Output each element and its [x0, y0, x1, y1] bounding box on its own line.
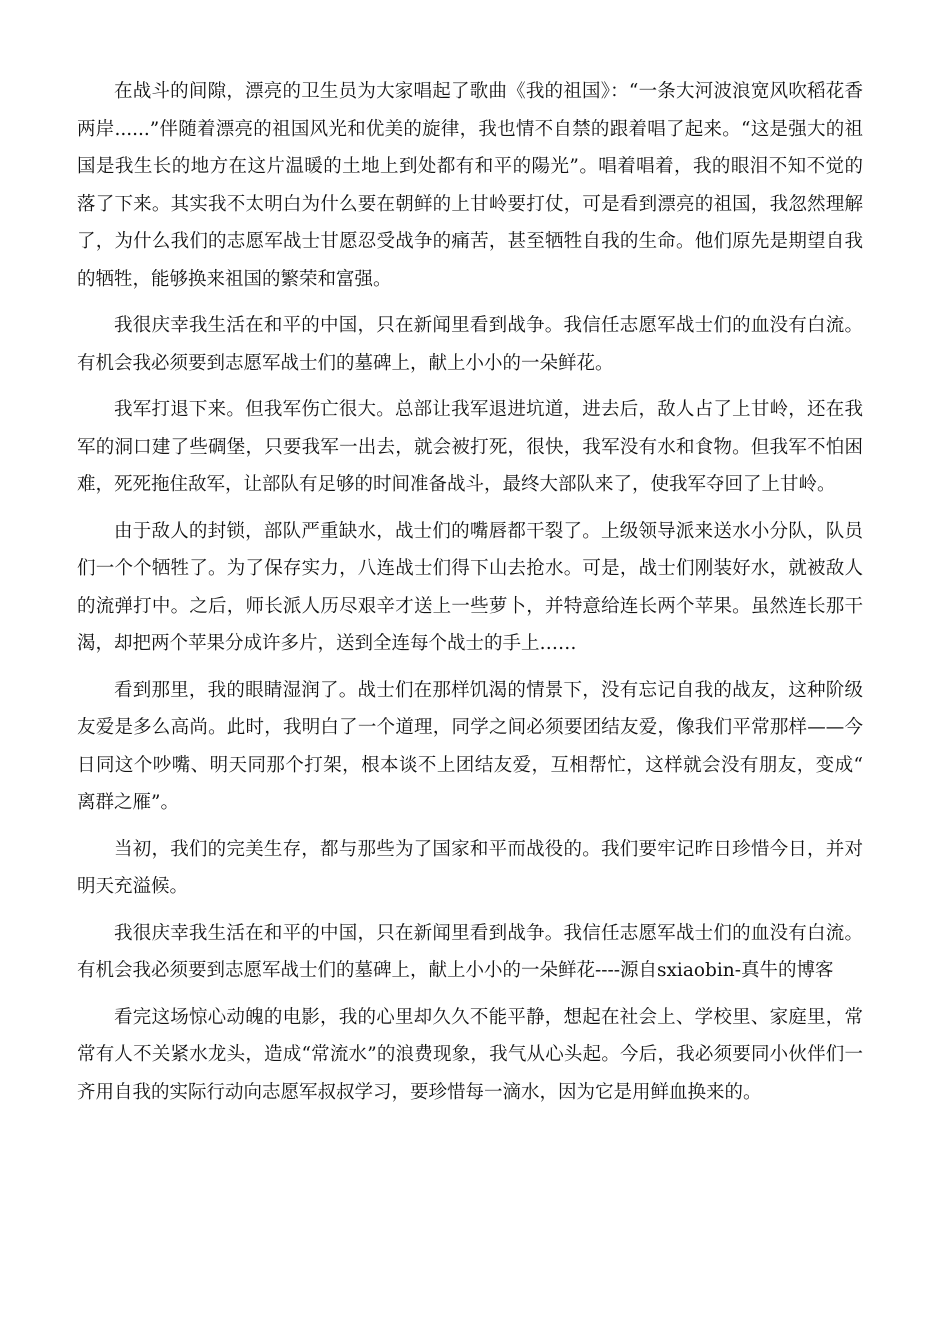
paragraph-5: 看到那里，我的眼睛湿润了。战士们在那样饥渴的情景下，没有忘记自我的战友，这种阶级友爱是多么高尚。此时，我明白了一个道理，同学之间必须要团结友爱，像我们平常那样——今日同这个吵嘴、明天同那个打架，根本谈不上团结友爱，互相帮忙，这样就会没有朋友，变成“离群之雁”。: [77, 679, 863, 813]
paragraph-1: 在战斗的间隙，漂亮的卫生员为大家唱起了歌曲《我的祖国》：“一条大河波浪宽风吹稻花香两岸......”伴随着漂亮的祖国风光和优美的旋律，我也情不自禁的跟着唱了起来。“这是强大的祖国是我生长的地方在这片温暖的土地上到处都有和平的陽光”。唱着唱着，我的眼泪不知不觉的落了下来。其实我不太明白为什么要在朝鲜的上甘岭要打仗，可是看到漂亮的祖国，我忽然理解了，为什么我们的志愿军战士甘愿忍受战争的痛苦，甚至牺牲自我的生命。他们原先是期望自我的牺牲，能够换来祖国的繁荣和富强。: [77, 81, 863, 290]
paragraph-2: 我很庆幸我生活在和平的中国，只在新闻里看到战争。我信任志愿军战士们的血没有白流。有机会我必须要到志愿军战士们的墓碑上，献上小小的一朵鲜花。: [77, 315, 863, 374]
document-page: [77, 73, 863, 1120]
paragraph-3: 我军打退下来。但我军伤亡很大。总部让我军退进坑道，进去后，敌人占了上甘岭，还在我军的洞口建了些碉堡，只要我军一出去，就会被打死，很快，我军没有水和食物。但我军不怕困难，死死拖住敌军，让部队有足够的时间准备战斗，最终大部队来了，使我军夺回了上甘岭。: [77, 399, 863, 495]
paragraph-7: 我很庆幸我生活在和平的中国，只在新闻里看到战争。我信任志愿军战士们的血没有白流。有机会我必须要到志愿军战士们的墓碑上，献上小小的一朵鲜花----源自sxiaobin-真牛的博客: [77, 922, 863, 981]
paragraph-8: 看完这场惊心动魄的电影，我的心里却久久不能平静，想起在社会上、学校里、家庭里，常常有人不关紧水龙头，造成“常流水”的浪费现象，我气从心头起。今后，我必须要同小伙伴们一齐用自我的实际行动向志愿军叔叔学习，要珍惜每一滴水，因为它是用鲜血换来的。: [77, 1006, 863, 1103]
paragraph-4: 由于敌人的封锁，部队严重缺水，战士们的嘴唇都干裂了。上级领导派来送水小分队，队员们一个个牺牲了。为了保存实力，八连战士们得下山去抢水。可是，战士们刚装好水，就被敌人的流弹打中。之后，师长派人历尽艰辛才送上一些萝卜，并特意给连长两个苹果。虽然连长那干渴，却把两个苹果分成许多片，送到全连每个战士的手上……: [77, 520, 863, 654]
paragraph-6: 当初，我们的完美生存，都与那些为了国家和平而战役的。我们要牢记昨日珍惜今日，并对明天充溢候。: [77, 838, 863, 897]
